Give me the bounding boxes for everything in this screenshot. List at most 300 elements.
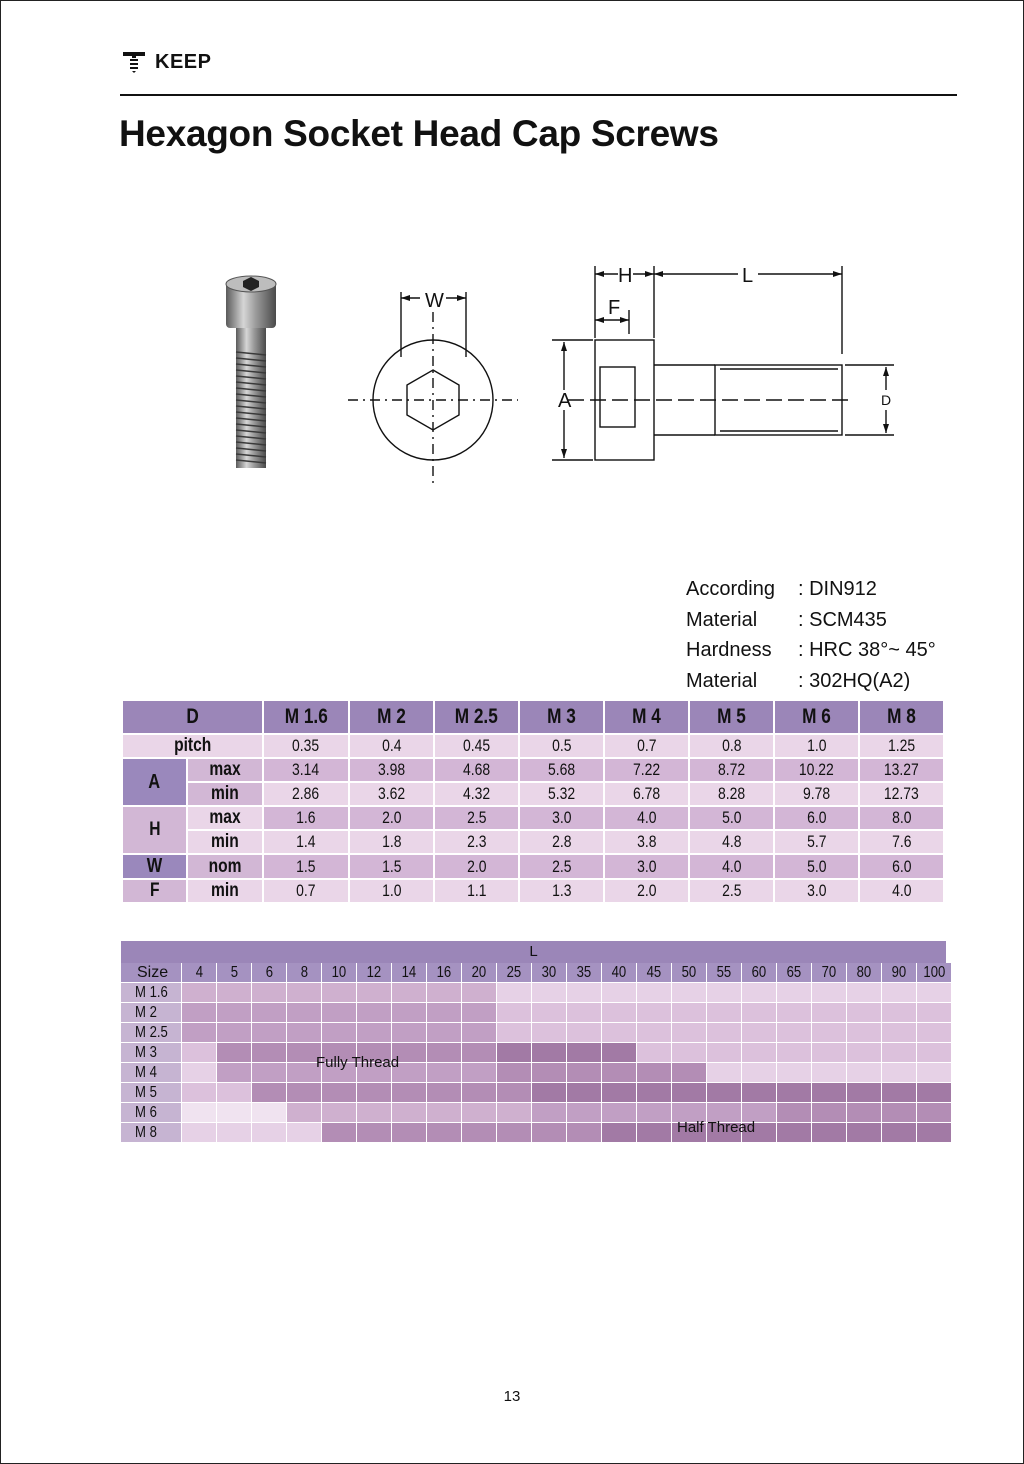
dims-value-text: 5.0	[806, 856, 827, 876]
dims-value-text: 1.1	[466, 881, 487, 900]
length-availability-cell	[637, 983, 672, 1003]
length-availability-cell	[777, 1083, 812, 1103]
brand-name: KEEP	[155, 50, 212, 73]
length-header-cell	[567, 963, 602, 983]
dims-group-label-text: A	[148, 770, 161, 793]
length-availability-cell	[777, 1063, 812, 1083]
length-availability-cell	[217, 1003, 252, 1023]
length-availability-cell	[567, 1023, 602, 1043]
length-availability-cell	[462, 1123, 497, 1143]
length-availability-cell	[777, 1043, 812, 1063]
length-header-text: 45	[646, 964, 662, 981]
length-availability-cell	[882, 1103, 917, 1123]
length-availability-cell	[602, 1003, 637, 1023]
length-row-size-text: M 2	[135, 1004, 157, 1021]
length-row	[121, 1023, 952, 1043]
dims-value-text: 1.3	[551, 881, 572, 900]
spec-value: : HRC 38°~ 45°	[798, 639, 936, 661]
length-header-text: 60	[751, 964, 767, 981]
length-availability-cell	[882, 1023, 917, 1043]
length-availability-cell	[427, 1083, 462, 1103]
length-row-size	[121, 1123, 182, 1143]
dims-size-header	[859, 700, 944, 734]
length-availability-cell	[462, 1023, 497, 1043]
length-availability-cell	[462, 1003, 497, 1023]
length-row	[121, 1043, 952, 1063]
dims-value-text: 0.45	[462, 736, 491, 755]
length-availability-cell	[742, 983, 777, 1003]
length-row-size	[121, 983, 182, 1003]
length-availability-cell	[882, 1063, 917, 1083]
length-availability-cell	[532, 1023, 567, 1043]
dims-value-text: 4.0	[891, 881, 912, 900]
length-row	[121, 1123, 952, 1143]
length-availability-cell	[322, 1123, 357, 1143]
length-header-cell	[917, 963, 952, 983]
length-availability-cell	[357, 983, 392, 1003]
length-availability-cell	[357, 1023, 392, 1043]
dims-value-cell	[349, 806, 434, 830]
length-availability-cell	[707, 1003, 742, 1023]
dims-value-text: 3.8	[636, 832, 657, 851]
length-availability-cell	[287, 983, 322, 1003]
length-availability-cell	[707, 1023, 742, 1043]
dims-value-cell	[604, 854, 689, 879]
length-availability-cell	[322, 1003, 357, 1023]
length-header-cell	[182, 963, 217, 983]
length-header-cell	[707, 963, 742, 983]
length-availability-cell	[497, 1103, 532, 1123]
length-availability-cell	[777, 1103, 812, 1123]
dims-value-cell	[263, 806, 349, 830]
size-header-text: M 2	[377, 705, 406, 728]
length-availability-cell	[322, 1023, 357, 1043]
length-row-size-text: M 6	[135, 1104, 157, 1121]
spec-label: Hardness	[686, 639, 772, 661]
length-availability-cell	[812, 1063, 847, 1083]
dims-size-header	[349, 700, 434, 734]
length-availability-cell	[427, 1003, 462, 1023]
dims-value-cell	[689, 782, 774, 806]
dims-group-label	[122, 806, 187, 854]
dims-size-header	[774, 700, 859, 734]
size-header-text: M 6	[802, 705, 831, 728]
dims-value-cell	[263, 758, 349, 782]
dims-value-text: 1.25	[887, 736, 916, 755]
dims-value-cell	[859, 806, 944, 830]
length-availability-cell	[742, 1063, 777, 1083]
length-header-cell	[532, 963, 567, 983]
dims-group-label-text: F	[149, 880, 160, 901]
length-availability-cell	[462, 1083, 497, 1103]
length-availability-cell	[252, 1063, 287, 1083]
length-header-text: 55	[716, 964, 732, 981]
dims-value-cell	[434, 854, 519, 879]
length-availability-cell	[917, 1123, 952, 1143]
dims-value-text: 4.0	[636, 808, 657, 827]
dims-value-text: 1.8	[381, 832, 402, 851]
dims-value-text: 2.5	[721, 881, 742, 900]
length-header-cell	[742, 963, 777, 983]
dims-value-text: 1.0	[806, 736, 827, 755]
spec-row	[686, 605, 936, 636]
length-row-size-text: M 5	[135, 1084, 157, 1101]
f-label: F	[608, 297, 621, 319]
length-availability-cell	[882, 983, 917, 1003]
dims-value-text: 13.27	[884, 760, 919, 779]
dims-value-cell	[689, 830, 774, 854]
length-availability-cell	[462, 1063, 497, 1083]
dims-value-text: 5.0	[721, 808, 742, 827]
dims-row	[122, 734, 944, 758]
length-header-cell	[357, 963, 392, 983]
length-availability-cell	[392, 1023, 427, 1043]
length-header-cell	[882, 963, 917, 983]
length-header-cell	[252, 963, 287, 983]
dims-value-text: 1.5	[381, 856, 402, 876]
length-availability-cell	[917, 1023, 952, 1043]
length-availability-cell	[847, 983, 882, 1003]
length-row	[121, 1103, 952, 1123]
dims-value-cell	[263, 734, 349, 758]
length-availability-cell	[637, 1083, 672, 1103]
dims-value-text: 9.78	[802, 784, 831, 803]
length-availability-cell	[532, 1063, 567, 1083]
page-number: 13	[503, 1388, 521, 1405]
size-header-text: M 2.5	[454, 705, 499, 728]
length-header-text: 6	[265, 964, 273, 981]
length-header-text: 10	[331, 964, 347, 981]
dims-value-text: 0.8	[721, 736, 742, 755]
dims-size-header	[434, 700, 519, 734]
dims-value-cell	[689, 854, 774, 879]
length-header-text: 20	[471, 964, 487, 981]
dims-value-text: 0.7	[636, 736, 657, 755]
length-availability-cell	[427, 1043, 462, 1063]
length-availability-cell	[882, 1003, 917, 1023]
dims-size-header	[263, 700, 349, 734]
dims-value-text: 2.5	[551, 856, 572, 876]
dims-corner-text: D	[186, 705, 199, 728]
length-title: L	[121, 941, 946, 963]
length-availability-cell	[567, 1103, 602, 1123]
dims-value-text: 2.0	[381, 808, 402, 827]
length-row	[121, 1083, 952, 1103]
spec-row	[686, 666, 936, 697]
length-availability-cell	[567, 1083, 602, 1103]
dims-sub-label	[187, 854, 263, 879]
dims-value-cell	[604, 782, 689, 806]
dims-value-cell	[519, 734, 604, 758]
length-availability-cell	[532, 1003, 567, 1023]
length-availability-cell	[217, 1023, 252, 1043]
length-availability-cell	[357, 1003, 392, 1023]
screw-photo	[218, 272, 278, 472]
length-availability-cell	[392, 1083, 427, 1103]
dims-value-cell	[774, 734, 859, 758]
length-availability-cell	[812, 983, 847, 1003]
dims-row	[122, 854, 944, 879]
length-body	[121, 983, 952, 1143]
dims-value-cell	[434, 734, 519, 758]
length-availability-cell	[742, 1043, 777, 1063]
length-header-text: 16	[436, 964, 452, 981]
length-header-text: 14	[401, 964, 417, 981]
spec-label: According	[686, 578, 775, 600]
length-availability-cell	[287, 1083, 322, 1103]
length-availability-cell	[217, 1043, 252, 1063]
length-availability-cell	[427, 1063, 462, 1083]
length-availability-cell	[462, 1103, 497, 1123]
length-availability-cell	[602, 1083, 637, 1103]
h-label: H	[618, 265, 633, 287]
length-availability-cell	[637, 1123, 672, 1143]
length-availability-cell	[602, 1123, 637, 1143]
length-availability-cell	[812, 1123, 847, 1143]
dims-sub-label	[187, 806, 263, 830]
length-availability-cell	[462, 1043, 497, 1063]
length-header-text: 50	[681, 964, 697, 981]
length-header-text: 4	[195, 964, 203, 981]
dims-value-text: 8.0	[891, 808, 912, 827]
dims-value-text: 8.72	[717, 760, 746, 779]
length-availability-cell	[322, 983, 357, 1003]
length-availability-cell	[182, 1043, 217, 1063]
dims-value-cell	[774, 830, 859, 854]
half-thread-label: Half Thread	[677, 1119, 756, 1136]
length-header-cell	[217, 963, 252, 983]
dims-row	[122, 830, 944, 854]
dims-sub-label	[187, 830, 263, 854]
dims-row	[122, 758, 944, 782]
length-header-text: 100	[923, 964, 945, 981]
spec-value: : 302HQ(A2)	[798, 669, 911, 692]
dims-group-label-text: H	[148, 819, 161, 840]
length-header-text: 25	[506, 964, 522, 981]
length-availability-cell	[847, 1103, 882, 1123]
length-availability-cell	[287, 1023, 322, 1043]
length-availability-cell	[322, 1103, 357, 1123]
length-row-size-text: M 2.5	[135, 1024, 168, 1041]
length-row-size	[121, 1103, 182, 1123]
length-availability-cell	[427, 983, 462, 1003]
dims-group-label	[122, 854, 187, 879]
dims-value-cell	[263, 830, 349, 854]
length-availability-cell	[637, 1043, 672, 1063]
dims-value-cell	[263, 854, 349, 879]
dims-value-text: 2.3	[466, 832, 487, 851]
dims-value-text: 2.0	[466, 856, 487, 876]
length-header-cell	[847, 963, 882, 983]
length-row-size	[121, 1023, 182, 1043]
dims-sub-label-text: min	[211, 831, 239, 852]
dims-value-cell	[604, 758, 689, 782]
dims-value-text: 2.5	[466, 808, 487, 827]
length-availability-cell	[847, 1123, 882, 1143]
dims-group-label	[122, 758, 187, 806]
dims-value-cell	[604, 806, 689, 830]
length-availability-cell	[217, 1063, 252, 1083]
length-availability-cell	[217, 983, 252, 1003]
length-availability-cell	[182, 1083, 217, 1103]
length-availability-cell	[252, 1023, 287, 1043]
dims-value-cell	[774, 758, 859, 782]
length-availability-cell	[672, 983, 707, 1003]
dims-row	[122, 806, 944, 830]
length-availability-cell	[847, 1063, 882, 1083]
length-availability-cell	[812, 1043, 847, 1063]
dims-value-cell	[859, 734, 944, 758]
length-availability-cell	[602, 1063, 637, 1083]
length-row	[121, 1003, 952, 1023]
header-rule	[120, 94, 957, 96]
spec-label: Material	[686, 669, 758, 692]
dims-value-cell	[519, 758, 604, 782]
length-availability-cell	[497, 1123, 532, 1143]
dims-value-cell	[434, 830, 519, 854]
length-availability-cell	[707, 983, 742, 1003]
length-availability-cell	[742, 1083, 777, 1103]
length-row-size	[121, 1063, 182, 1083]
dims-value-text: 7.6	[891, 832, 912, 851]
length-availability-cell	[357, 1083, 392, 1103]
length-availability-cell	[882, 1083, 917, 1103]
length-header-cell	[427, 963, 462, 983]
length-availability-cell	[672, 1063, 707, 1083]
dims-row-label	[122, 734, 263, 758]
length-header-row	[121, 963, 952, 983]
length-availability-cell	[182, 1023, 217, 1043]
length-availability-cell	[567, 983, 602, 1003]
length-availability-cell	[847, 1083, 882, 1103]
length-availability-cell	[707, 1083, 742, 1103]
length-availability-cell	[252, 1003, 287, 1023]
length-availability-cell	[602, 1043, 637, 1063]
length-availability-cell	[497, 1023, 532, 1043]
dims-value-cell	[859, 830, 944, 854]
length-availability-cell	[182, 1103, 217, 1123]
dims-value-cell	[859, 854, 944, 879]
length-availability-cell	[917, 1083, 952, 1103]
size-header: Size	[121, 963, 182, 983]
length-availability-cell	[252, 1083, 287, 1103]
length-availability-cell	[917, 983, 952, 1003]
length-header-cell	[287, 963, 322, 983]
dims-value-cell	[349, 879, 434, 903]
dims-value-text: 2.0	[636, 881, 657, 900]
dims-value-text: 0.35	[292, 736, 320, 755]
dims-size-header	[689, 700, 774, 734]
length-header-text: 12	[366, 964, 382, 981]
length-availability-cell	[777, 983, 812, 1003]
dims-value-cell	[519, 806, 604, 830]
length-availability-cell	[777, 1023, 812, 1043]
dims-value-text: 7.22	[632, 760, 661, 779]
length-availability-cell	[917, 1043, 952, 1063]
length-header-text: 40	[611, 964, 627, 981]
length-header-text: 8	[300, 964, 308, 981]
length-availability-cell	[252, 1103, 287, 1123]
size-header-text: M 3	[547, 705, 576, 728]
length-availability-cell	[847, 1003, 882, 1023]
dims-value-text: 0.7	[296, 881, 316, 900]
spec-row	[686, 635, 936, 666]
length-availability-cell	[392, 1003, 427, 1023]
length-availability-cell	[392, 1123, 427, 1143]
dims-value-cell	[689, 879, 774, 903]
dims-value-cell	[263, 782, 349, 806]
length-row-size-text: M 8	[135, 1124, 157, 1141]
length-availability-cell	[637, 1023, 672, 1043]
length-availability-cell	[462, 983, 497, 1003]
length-row-size	[121, 1003, 182, 1023]
dims-sub-label-text: max	[209, 759, 241, 780]
length-availability-cell	[742, 1003, 777, 1023]
length-availability-cell	[567, 1123, 602, 1143]
length-availability-cell	[777, 1123, 812, 1143]
length-availability-cell	[182, 1123, 217, 1143]
length-availability-cell	[287, 1003, 322, 1023]
spec-value: : SCM435	[798, 608, 887, 631]
length-availability-cell	[882, 1043, 917, 1063]
length-availability-cell	[427, 1023, 462, 1043]
dims-value-text: 1.4	[296, 832, 316, 851]
length-header-text: 70	[821, 964, 837, 981]
length-availability-cell	[497, 983, 532, 1003]
dims-value-cell	[519, 830, 604, 854]
length-header-text: 80	[856, 964, 872, 981]
dims-value-text: 4.0	[721, 856, 742, 876]
length-availability-cell	[217, 1083, 252, 1103]
length-availability-cell	[742, 1023, 777, 1043]
length-availability-cell	[602, 983, 637, 1003]
dims-value-cell	[859, 782, 944, 806]
length-availability-cell	[357, 1103, 392, 1123]
length-header-cell	[497, 963, 532, 983]
dims-value-text: 4.8	[721, 832, 742, 851]
length-row-size-text: M 1.6	[135, 984, 168, 1001]
length-header-text: 90	[891, 964, 907, 981]
length-row	[121, 983, 952, 1003]
dims-value-cell	[519, 854, 604, 879]
dims-row	[122, 879, 944, 903]
a-label: A	[558, 390, 572, 412]
dims-value-text: 6.78	[632, 784, 661, 803]
page-title: Hexagon Socket Head Cap Screws	[119, 113, 719, 154]
dims-value-cell	[859, 879, 944, 903]
dims-value-text: 1.5	[296, 856, 316, 876]
length-availability-cell	[672, 1023, 707, 1043]
dims-value-cell	[434, 806, 519, 830]
dims-value-cell	[434, 758, 519, 782]
length-header-cell	[637, 963, 672, 983]
dims-value-cell	[689, 734, 774, 758]
length-header-text: 35	[576, 964, 592, 981]
length-header-text: 5	[230, 964, 238, 981]
length-availability-cell	[812, 1103, 847, 1123]
length-availability-cell	[637, 1103, 672, 1123]
dims-value-text: 3.0	[806, 881, 827, 900]
dims-sub-label	[187, 758, 263, 782]
length-header-text: 30	[541, 964, 557, 981]
dims-value-text: 10.22	[799, 760, 834, 779]
length-availability-cell	[392, 983, 427, 1003]
dims-value-cell	[349, 734, 434, 758]
length-availability-cell	[707, 1063, 742, 1083]
dims-sub-label	[187, 782, 263, 806]
length-availability-cell	[252, 1123, 287, 1143]
dims-value-text: 5.68	[547, 760, 576, 779]
